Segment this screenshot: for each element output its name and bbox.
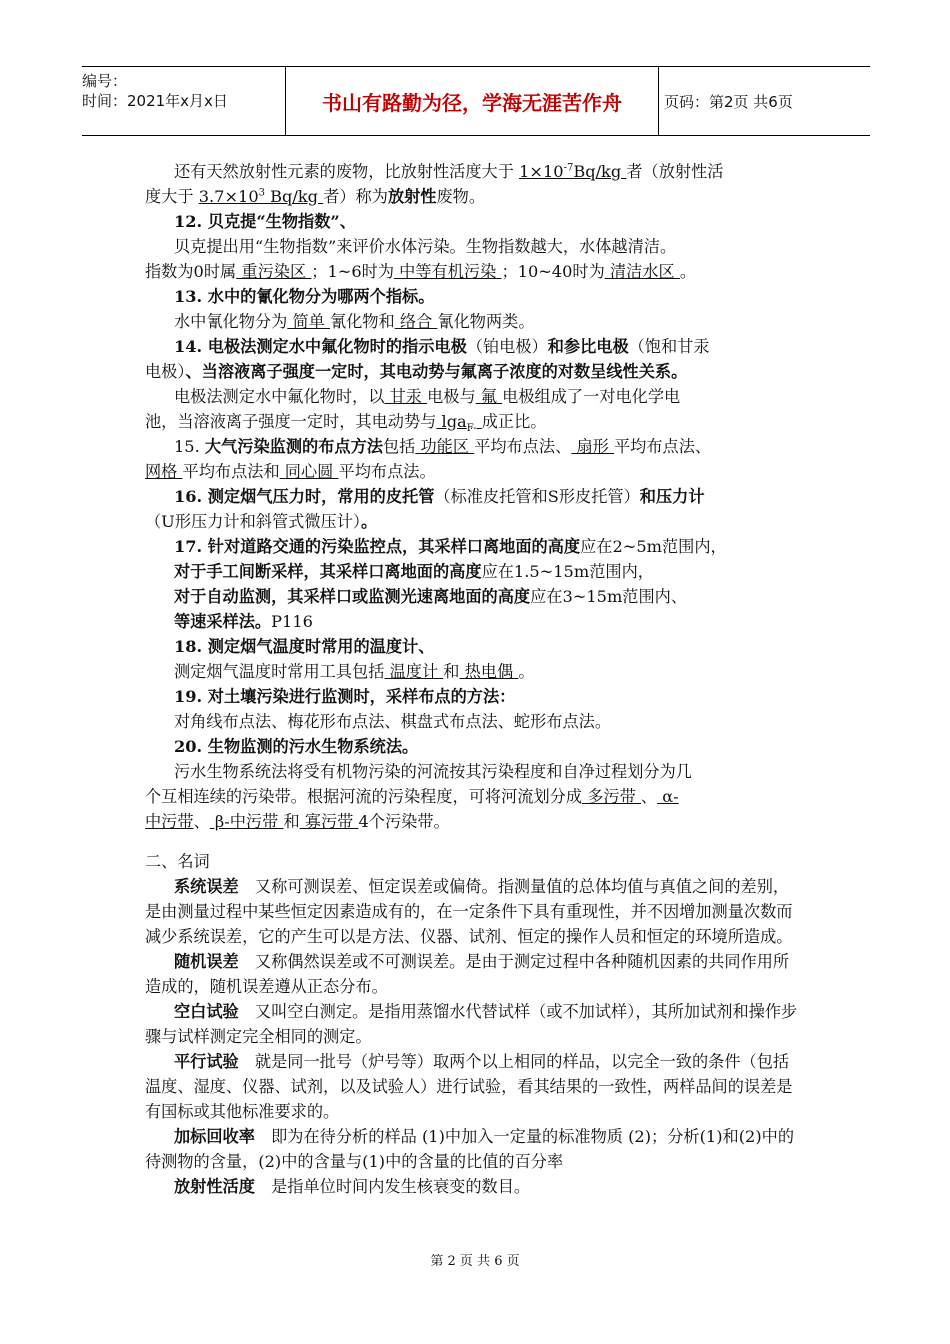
answer-18: 测定烟气温度时常用工具包括 温度计 和 热电偶 。 (174, 662, 535, 681)
document-body (145, 159, 805, 1199)
number-label: 编号： (82, 72, 128, 90)
question-18: 18. 测定烟气温度时常用的温度计、 (174, 637, 435, 656)
question-17-line1: 17. 针对道路交通的污染监控点，其采样口离地面的高度应在2~5m范围内， (174, 537, 727, 556)
answer-13: 水中氰化物分为 简单 氰化物和 络合 氰化物两类。 (174, 312, 535, 331)
header-meta (82, 67, 282, 139)
question-17-line4: 等速采样法。P116 (174, 612, 313, 631)
time-label: 时间：2021年x月x日 (82, 92, 228, 110)
term-spike-recovery: 加标回收率 即为在待分析的样品 (1)中加入一定量的标准物质 (2)；分析(1)和(2)中的待测物的含量，(2)中的含量与(1)中的含量的比值的百分率 (145, 1127, 795, 1171)
answer-12-line1: 贝克提出用“生物指数”来评价水体污染。生物指数越大，水体越清洁。 (174, 237, 677, 256)
answer-20-line2: 个互相连续的污染带。根据河流的污染程度，可将河流划分成 多污带 、 α- (145, 787, 679, 806)
term-blank-test: 空白试验 又叫空白测定。是指用蒸馏水代替试样（或不加试样），其所加试剂和操作步骤与试样测定完全相同的测定。 (145, 1002, 798, 1046)
answer-20-line3: 中污带、 β-中污带 和 寡污带 4个污染带。 (145, 812, 450, 831)
question-20: 20. 生物监测的污水生物系统法。 (174, 737, 419, 756)
answer-19: 对角线布点法、梅花形布点法、棋盘式布点法、蛇形布点法。 (174, 712, 612, 731)
term-systematic-error: 系统误差 又称可测误差、恒定误差或偏倚。指测量值的总体均值与真值之间的差别，是由测量过程中某些恒定因素造成有的，在一定条件下具有重现性，并不因增加测量次数而减少系统误差，它的产生可以是方法、仪器、试剂、恒定的操作人员和恒定的环境所造成。 (145, 877, 793, 946)
question-16-cont: （U形压力计和斜管式微压计）。 (145, 512, 378, 531)
page-info: 页码：第2页 共6页 (664, 92, 793, 111)
answer-14-line2: 池，当溶液离子强度一定时，其电动势与 lga$_{F-}$ 成正比。 (145, 412, 547, 435)
page-header (82, 66, 870, 136)
paragraph-radioactive: 还有天然放射性元素的废物，比放射性活度大于 $1\times 10^{-7}Bq/kg$ 者（放射性活 (174, 162, 724, 181)
question-14: 14. 电极法测定水中氟化物时的指示电极（铂电极）和参比电极（饱和甘汞 (174, 337, 710, 356)
term-random-error: 随机误差 又称偶然误差或不可测误差。是由于测定过程中各种随机因素的共同作用所造成的，随机误差遵从正态分布。 (145, 952, 790, 996)
answer-20-line1: 污水生物系统法将受有机物污染的河流按其污染程度和自净过程划分为几 (174, 762, 692, 781)
paragraph-radioactive-cont: 度大于 $3.7\times 10^3$ Bq/kg 者）称为放射性废物。 (145, 187, 486, 206)
answer-14-line1: 电极法测定水中氟化物时，以 甘汞 电极与 氟 电极组成了一对电化学电 (174, 387, 681, 406)
question-15-cont: 网格 平均布点法和 同心圆 平均布点法。 (145, 462, 436, 481)
question-16: 16. 测定烟气压力时，常用的皮托管（标准皮托管和S形皮托管）和压力计 (174, 487, 705, 506)
motto: 书山有路勤为径，学海无涯苦作舟 (285, 67, 659, 135)
section-heading-terms: 二、名词 (145, 852, 210, 871)
question-14-cont: 电极）、当溶液离子强度一定时，其电动势与氟离子浓度的对数呈线性关系。 (145, 362, 688, 381)
question-19: 19. 对土壤污染进行监测时，采样布点的方法： (174, 687, 516, 706)
term-parallel-test: 平行试验 就是同一批号（炉号等）取两个以上相同的样品，以完全一致的条件（包括温度、湿度、仪器、试剂，以及试验人）进行试验，看其结果的一致性，两样品间的误差是有国标或其他标准要求的。 (145, 1052, 793, 1121)
question-13: 13. 水中的氰化物分为哪两个指标。 (174, 287, 435, 306)
question-15: 15. 大气污染监测的布点方法包括 功能区 平均布点法、 扇形 平均布点法、 (174, 437, 712, 456)
question-12: 12. 贝克提“生物指数”、 (174, 212, 356, 231)
term-radioactivity: 放射性活度 是指单位时间内发生核衰变的数目。 (174, 1177, 531, 1196)
question-17-line3: 对于自动监测，其采样口或监测光速离地面的高度应在3~15m范围内、 (174, 587, 688, 606)
question-17-line2: 对于手工间断采样，其采样口离地面的高度应在1.5~15m范围内， (174, 562, 654, 581)
page-footer: 第 2 页 共 6 页 (430, 1254, 520, 1269)
answer-12-line2: 指数为0时属 重污染区 ；1~6时为 中等有机污染 ；10~40时为 清洁水区 。 (145, 262, 697, 281)
